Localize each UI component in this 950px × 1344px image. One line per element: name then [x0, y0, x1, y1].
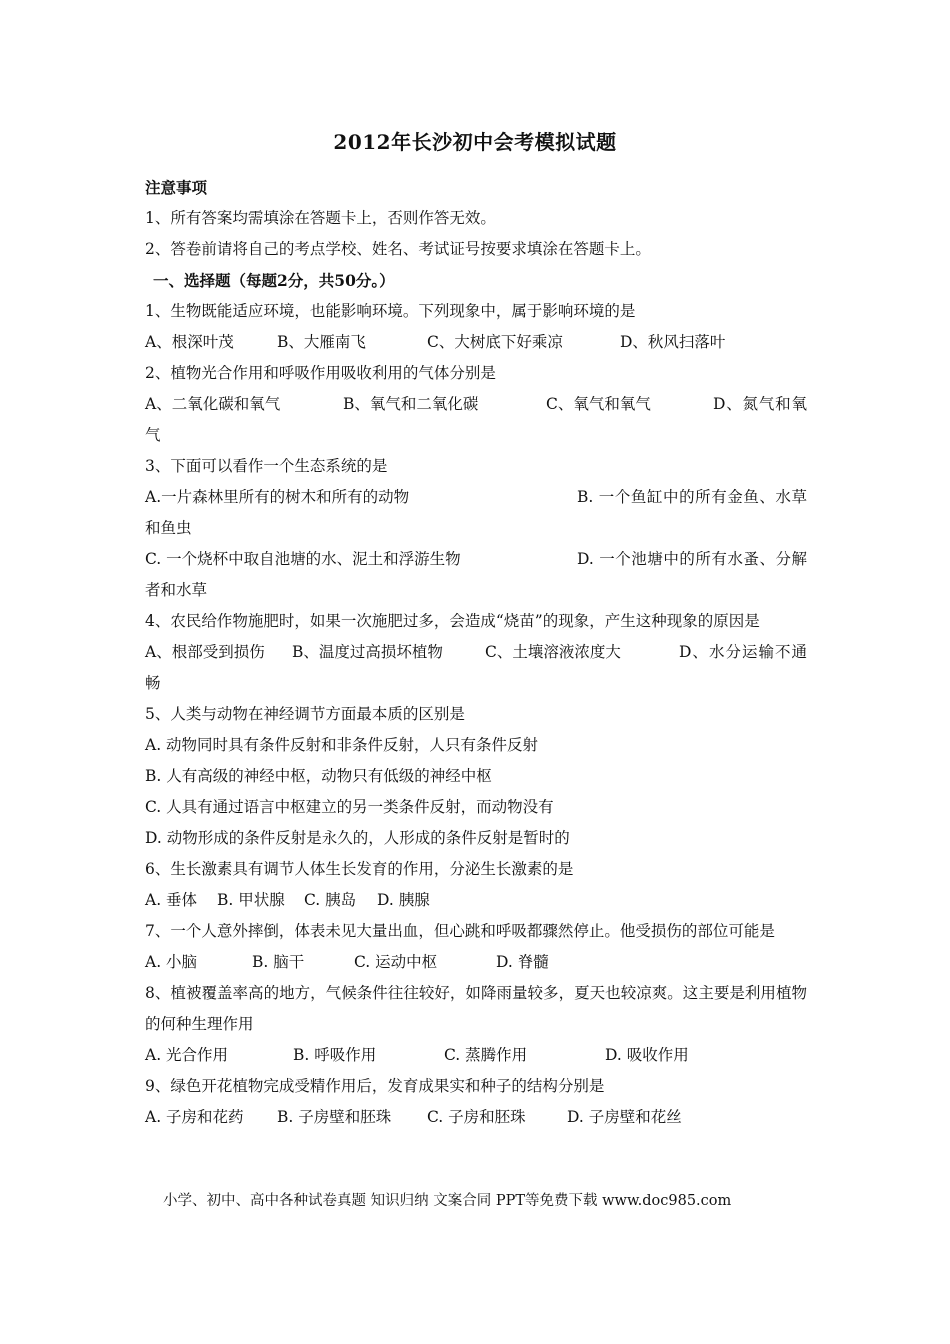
option-a: A. 动物同时具有条件反射和非条件反射，人只有条件反射	[145, 736, 539, 754]
question-6-options	[145, 885, 807, 916]
exam-content	[145, 172, 807, 1133]
option-c: C. 一个烧杯中取自池塘的水、泥土和浮游生物	[145, 550, 461, 568]
page-title: 2012年长沙初中会考模拟试题	[333, 130, 617, 154]
question-6-stem: 6、生长激素具有调节人体生长发育的作用，分泌生长激素的是	[145, 860, 574, 878]
option-c: C. 蒸腾作用	[444, 1046, 528, 1064]
option-b: B、氧气和二氧化碳	[343, 395, 479, 413]
option-a: A、根部受到损伤	[145, 643, 265, 661]
option-a: A. 子房和花药	[145, 1108, 244, 1126]
footer-text: 小学、初中、高中各种试卷真题 知识归纳 文案合同 PPT等免费下载 www.doc985.com	[163, 1193, 732, 1209]
option-b: B、大雁南飞	[277, 333, 366, 351]
option-c: C. 胰岛	[304, 891, 357, 909]
question-4-stem: 4、农民给作物施肥时，如果一次施肥过多，会造成“烧苗”的现象，产生这种现象的原因是	[145, 612, 760, 630]
option-d: D. 动物形成的条件反射是永久的，人形成的条件反射是暂时的	[145, 829, 570, 847]
option-c: C. 运动中枢	[354, 953, 438, 971]
option-a: A. 垂体	[145, 891, 198, 909]
question-3-options-cd	[145, 544, 807, 606]
option-d: D. 脊髓	[496, 953, 549, 971]
option-a: A. 光合作用	[145, 1046, 229, 1064]
option-b: B. 甲状腺	[217, 891, 285, 909]
question-7-options	[145, 947, 807, 978]
option-b: B. 一个鱼缸中的所有金鱼、水草和鱼虫	[145, 488, 807, 537]
question-7-stem: 7、一个人意外摔倒，体表未见大量出血，但心跳和呼吸都骤然停止。他受损伤的部位可能是	[145, 922, 775, 940]
option-a: A. 小脑	[145, 953, 198, 971]
option-a: A、根深叶茂	[145, 333, 234, 351]
option-b: B. 呼吸作用	[293, 1046, 377, 1064]
option-b: B. 子房壁和胚珠	[277, 1108, 392, 1126]
option-d: D. 子房壁和花丝	[567, 1108, 682, 1126]
option-d: D. 吸收作用	[605, 1046, 689, 1064]
option-a: A.一片森林里所有的树木和所有的动物	[145, 488, 410, 506]
option-a: A、二氧化碳和氧气	[145, 395, 281, 413]
option-d: D、水分运输不通畅	[145, 643, 807, 692]
question-2-stem: 2、植物光合作用和呼吸作用吸收利用的气体分别是	[145, 364, 496, 382]
question-8-stem: 8、植被覆盖率高的地方，气候条件往往较好，如降雨量较多，夏天也较凉爽。这主要是利用植物的何种生理作用	[145, 984, 807, 1033]
question-3-stem: 3、下面可以看作一个生态系统的是	[145, 457, 388, 475]
notice-item: 1、所有答案均需填涂在答题卡上，否则作答无效。	[145, 209, 496, 227]
section-heading: 一、选择题（每题2分，共50分。）	[153, 271, 395, 290]
option-c: C、大树底下好乘凉	[427, 333, 563, 351]
option-d: D、秋风扫落叶	[620, 333, 726, 351]
option-c: C. 子房和胚珠	[427, 1108, 526, 1126]
option-c: C、土壤溶液浓度大	[485, 643, 621, 661]
question-4-options	[145, 637, 807, 699]
question-9-options	[145, 1102, 807, 1133]
notice-item: 2、答卷前请将自己的考点学校、姓名、考试证号按要求填涂在答题卡上。	[145, 240, 651, 258]
option-d: D、氮气和氧气	[145, 395, 807, 444]
option-b: B. 人有高级的神经中枢，动物只有低级的神经中枢	[145, 767, 492, 785]
notice-heading: 注意事项	[145, 178, 208, 197]
question-8-options	[145, 1040, 807, 1071]
option-b: B、温度过高损坏植物	[292, 643, 443, 661]
option-b: B. 脑干	[252, 953, 305, 971]
option-c: C、氧气和氧气	[546, 395, 651, 413]
question-5-stem: 5、人类与动物在神经调节方面最本质的区别是	[145, 705, 465, 723]
question-9-stem: 9、绿色开花植物完成受精作用后，发育成果实和种子的结构分别是	[145, 1077, 605, 1095]
question-1-stem: 1、生物既能适应环境，也能影响环境。下列现象中，属于影响环境的是	[145, 302, 636, 320]
question-1-options	[145, 327, 807, 358]
question-2-options	[145, 389, 807, 451]
option-d: D. 胰腺	[377, 891, 430, 909]
option-c: C. 人具有通过语言中枢建立的另一类条件反射，而动物没有	[145, 798, 554, 816]
option-d: D. 一个池塘中的所有水蚤、分解者和水草	[145, 550, 807, 599]
question-3-options-ab	[145, 482, 807, 544]
